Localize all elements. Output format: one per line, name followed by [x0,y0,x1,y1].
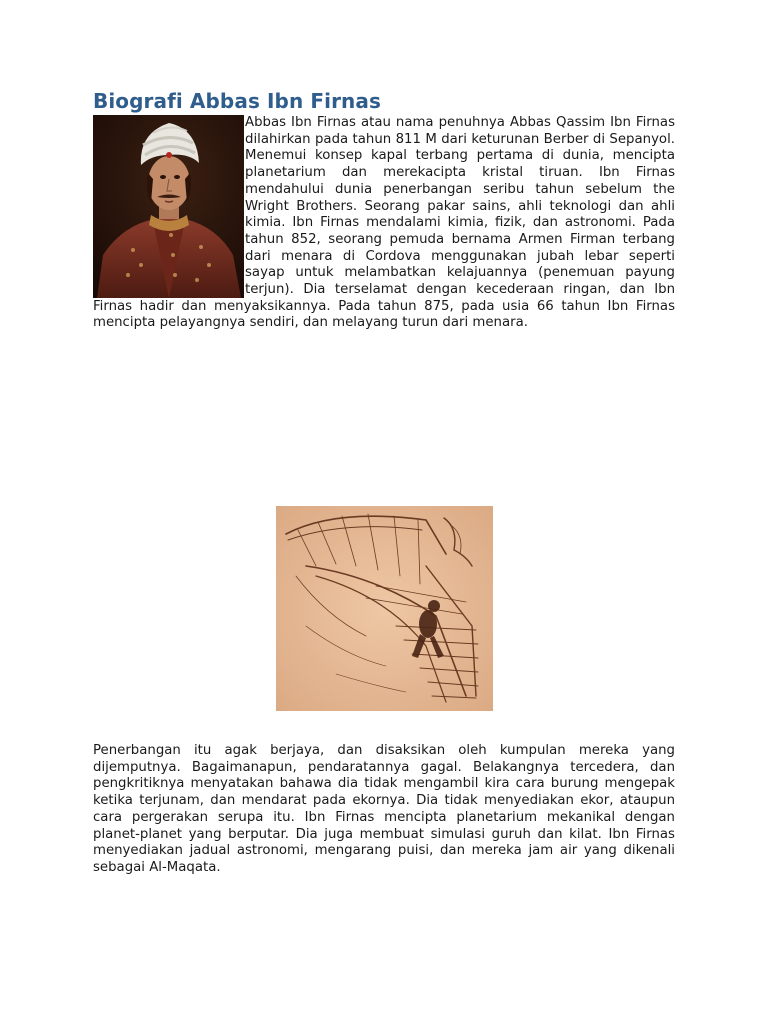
paragraph-1-text: Abbas Ibn Firnas atau nama penuhnya Abbas Qassim Ibn Firnas dilahirkan pada tahun 811 M dari keturunan Berber di Sepanyol. Menemui konsep kapal terbang pertama di dunia, mencipta planetarium dan merekacipta kristal tiruan. Ibn Firnas mendahului dunia penerbangan seribu tahun sebelum the Wright Brothers. Seorang pakar sains, ahli teknologi dan ahli kimia. Ibn Firnas mendalami kimia, fizik, dan astronomi. Pada tahun 852, seorang pemuda bernama Armen Firman terbang dari menara di Cordova menggunakan jubah lebar seperti sayap untuk melambatkan kelajuannya (penemuan payung terjun). Dia terselamat dengan kecederaan ringan, dan Ibn Firnas hadir dan menyaksikannya. Pada tahun 875, pada usia 66 tahun Ibn Firnas mencipta pelayangnya sendiri, dan melayang turun dari menara. [93,115,675,331]
portrait-image [93,115,244,298]
glider-sketch-image [276,506,493,711]
page-title: Biografi Abbas Ibn Firnas [93,89,381,113]
paragraph-biography [93,115,675,332]
paragraph-flight-outcome: Penerbangan itu agak berjaya, dan disaksikan oleh kumpulan mereka yang dijemputnya. Bagaimanapun, pendaratannya gagal. Belakangnya tercedera, dan pengkritiknya menyatakan bahawa dia tidak mengambil kira cara burung mengepak ketika terjunam, dan mendarat pada ekornya. Dia tidak menyediakan ekor, ataupun cara pergerakan serupa itu. Ibn Firnas mencipta planetarium mekanikal dengan planet-planet yang berputar. Dia juga membuat simulasi guruh dan kilat. Ibn Firnas menyediakan jadual astronomi, mengarang puisi, dan mereka jam air yang dikenali sebagai Al-Maqata. [93,743,675,875]
